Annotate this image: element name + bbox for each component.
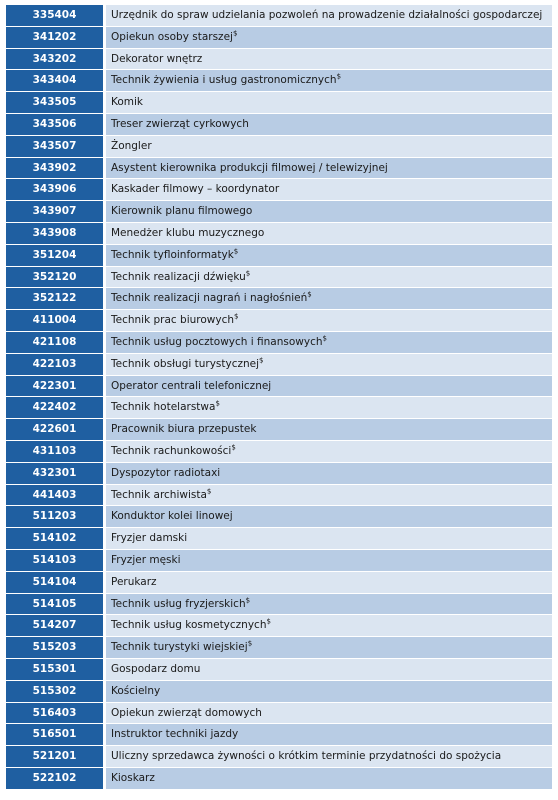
- table-row: [6, 70, 552, 92]
- occupation-code: 343507: [6, 136, 103, 158]
- footnote-mark: $: [307, 290, 312, 299]
- occupation-name-cell: [106, 637, 552, 659]
- occupation-name-cell: [106, 267, 552, 289]
- occupation-name-cell: [106, 397, 552, 419]
- occupation-code: 514207: [6, 615, 103, 637]
- occupation-code: 432301: [6, 463, 103, 485]
- occupation-name: Technik archiwista: [111, 488, 207, 501]
- occupation-code: 514105: [6, 594, 103, 616]
- occupation-name: Technik tyfloinformatyk: [111, 248, 234, 261]
- table-row: [6, 267, 552, 289]
- occupation-name-cell: [106, 354, 552, 376]
- table-row: [6, 419, 552, 441]
- occupation-name-cell: [106, 223, 552, 245]
- table-row: [6, 332, 552, 354]
- footnote-mark: $: [247, 639, 253, 648]
- occupation-name: Perukarz: [111, 575, 157, 588]
- table-row: [6, 724, 552, 746]
- occupation-name: Gospodarz domu: [111, 662, 201, 675]
- occupation-name: Kierownik planu filmowego: [111, 205, 253, 218]
- table-row: [6, 550, 552, 572]
- occupation-code: 514103: [6, 550, 103, 572]
- occupation-name: Kościelny: [111, 684, 161, 697]
- occupation-name: Technik hotelarstwa: [111, 401, 216, 414]
- occupation-name-cell: [106, 114, 552, 136]
- occupation-name-cell: [106, 681, 552, 703]
- occupation-code: 441403: [6, 485, 103, 507]
- table-row: [6, 245, 552, 267]
- occupation-name: Technik obsługi turystycznej: [111, 357, 260, 370]
- occupation-name-cell: [106, 49, 552, 71]
- occupation-code: 514102: [6, 528, 103, 550]
- occupation-name: Technik rachunkowości: [111, 444, 232, 457]
- footnote-mark: $: [245, 596, 251, 605]
- footnote-mark: $: [232, 29, 238, 38]
- occupation-code: 341202: [6, 27, 103, 49]
- table-row: [6, 703, 552, 725]
- occupation-code: 352120: [6, 267, 103, 289]
- occupation-name-cell: [106, 463, 552, 485]
- occupation-code: 515302: [6, 681, 103, 703]
- occupation-code: 431103: [6, 441, 103, 463]
- occupation-name-cell: [106, 201, 552, 223]
- occupation-name: Opiekun osoby starszej: [111, 30, 233, 43]
- occupation-code: 343907: [6, 201, 103, 223]
- occupation-code: 352122: [6, 288, 103, 310]
- footnote-mark: $: [231, 443, 236, 452]
- table-row: [6, 376, 552, 398]
- table-row: [6, 572, 552, 594]
- occupation-code: 522102: [6, 768, 103, 790]
- occupation-name-cell: [106, 419, 552, 441]
- occupation-name: Technik prac biurowych: [111, 314, 235, 327]
- occupation-code: 422402: [6, 397, 103, 419]
- table-row: [6, 441, 552, 463]
- footnote-mark: $: [233, 247, 239, 256]
- occupation-code: 343202: [6, 49, 103, 71]
- table-row: [6, 179, 552, 201]
- occupation-name-cell: [106, 332, 552, 354]
- occupation-code: 343505: [6, 92, 103, 114]
- footnote-mark: $: [245, 269, 251, 278]
- occupation-name-cell: [106, 528, 552, 550]
- occupation-name-cell: [106, 506, 552, 528]
- table-row: [6, 528, 552, 550]
- occupation-code: 343506: [6, 114, 103, 136]
- table-row: [6, 92, 552, 114]
- occupation-code: 422601: [6, 419, 103, 441]
- occupation-name: Dekorator wnętrz: [111, 52, 203, 65]
- occupation-code: 343906: [6, 179, 103, 201]
- occupation-name: Komik: [111, 96, 144, 109]
- table-row: [6, 659, 552, 681]
- table-row: [6, 158, 552, 180]
- occupation-name-cell: [106, 615, 552, 637]
- occupation-name: Uliczny sprzedawca żywności o krótkim terminie przydatności do spożycia: [111, 750, 502, 763]
- occupation-name-cell: [106, 70, 552, 92]
- table-row: [6, 768, 552, 790]
- occupation-code: 411004: [6, 310, 103, 332]
- occupation-name: Technik realizacji nagrań i nagłośnień: [111, 292, 308, 305]
- occupation-name-cell: [106, 27, 552, 49]
- occupation-name: Menedżer klubu muzycznego: [111, 226, 265, 239]
- table-row: [6, 310, 552, 332]
- occupation-name: Instruktor techniki jazdy: [111, 728, 239, 741]
- occupation-code: 516501: [6, 724, 103, 746]
- occupation-name-cell: [106, 768, 552, 790]
- occupation-name-cell: [106, 310, 552, 332]
- occupation-name: Technik usług kosmetycznych: [111, 619, 267, 632]
- table-row: [6, 594, 552, 616]
- footnote-mark: $: [336, 72, 342, 81]
- occupation-name: Technik turystyki wiejskiej: [111, 641, 248, 654]
- footnote-mark: $: [322, 334, 327, 343]
- occupation-code: 514104: [6, 572, 103, 594]
- occupation-name-cell: [106, 5, 552, 27]
- occupation-code: 343404: [6, 70, 103, 92]
- occupation-name-cell: [106, 441, 552, 463]
- table-row: [6, 114, 552, 136]
- occupation-code: 335404: [6, 5, 103, 27]
- occupation-name-cell: [106, 288, 552, 310]
- occupation-name: Pracownik biura przepustek: [111, 423, 257, 436]
- occupation-name-cell: [106, 376, 552, 398]
- table-row: [6, 397, 552, 419]
- occupation-name: Treser zwierząt cyrkowych: [111, 117, 249, 130]
- occupation-name-cell: [106, 659, 552, 681]
- table-row: [6, 354, 552, 376]
- table-row: [6, 485, 552, 507]
- table-row: [6, 463, 552, 485]
- occupation-name: Operator centrali telefonicznej: [111, 379, 272, 392]
- occupation-code: 521201: [6, 746, 103, 768]
- occupation-code: 351204: [6, 245, 103, 267]
- occupation-name: Technik usług fryzjerskich: [111, 597, 246, 610]
- occupation-code: 422301: [6, 376, 103, 398]
- occupation-code: 343902: [6, 158, 103, 180]
- table-row: [6, 136, 552, 158]
- occupation-code: 516403: [6, 703, 103, 725]
- occupation-name-cell: [106, 179, 552, 201]
- occupation-name-cell: [106, 746, 552, 768]
- occupation-name: Kaskader filmowy – koordynator: [111, 183, 280, 196]
- occupation-code: 515301: [6, 659, 103, 681]
- footnote-mark: $: [215, 399, 220, 408]
- occupation-name-cell: [106, 724, 552, 746]
- occupation-code: 343908: [6, 223, 103, 245]
- occupation-name: Opiekun zwierząt domowych: [111, 706, 262, 719]
- table-row: [6, 615, 552, 637]
- footnote-mark: $: [259, 356, 264, 365]
- occupation-name-cell: [106, 703, 552, 725]
- table-row: [6, 746, 552, 768]
- occupation-name: Technik żywienia i usług gastronomicznych: [111, 74, 337, 87]
- footnote-mark: $: [234, 312, 239, 321]
- table-row: [6, 637, 552, 659]
- table-row: [6, 223, 552, 245]
- occupation-name: Dyspozytor radiotaxi: [111, 466, 221, 479]
- table-row: [6, 5, 552, 27]
- occupation-name-cell: [106, 550, 552, 572]
- occupation-name: Fryzjer damski: [111, 532, 188, 545]
- table-row: [6, 49, 552, 71]
- occupation-name-cell: [106, 158, 552, 180]
- occupation-code: 422103: [6, 354, 103, 376]
- table-row: [6, 288, 552, 310]
- occupation-name: Technik realizacji dźwięku: [111, 270, 246, 283]
- footnote-mark: $: [206, 487, 212, 496]
- occupation-name: Asystent kierownika produkcji filmowej / telewizyjnej: [111, 161, 388, 174]
- table-row: [6, 681, 552, 703]
- occupation-name-cell: [106, 594, 552, 616]
- occupation-name-cell: [106, 136, 552, 158]
- occupation-code: 511203: [6, 506, 103, 528]
- table-row: [6, 506, 552, 528]
- occupation-name-cell: [106, 92, 552, 114]
- occupation-name: Kioskarz: [111, 771, 155, 784]
- occupation-name: Fryzjer męski: [111, 553, 181, 566]
- occupation-code: 515203: [6, 637, 103, 659]
- occupation-name: Konduktor kolei linowej: [111, 510, 233, 523]
- occupation-name-cell: [106, 572, 552, 594]
- occupation-name-cell: [106, 245, 552, 267]
- occupation-name-cell: [106, 485, 552, 507]
- occupation-table: [6, 5, 552, 790]
- table-row: [6, 27, 552, 49]
- occupation-name: Technik usług pocztowych i finansowych: [111, 335, 323, 348]
- table-row: [6, 201, 552, 223]
- occupation-name: Żongler: [111, 139, 152, 152]
- footnote-mark: $: [266, 617, 271, 626]
- occupation-name: Urzędnik do spraw udzielania pozwoleń na prowadzenie działalności gospodarczej: [111, 9, 543, 21]
- occupation-code: 421108: [6, 332, 103, 354]
